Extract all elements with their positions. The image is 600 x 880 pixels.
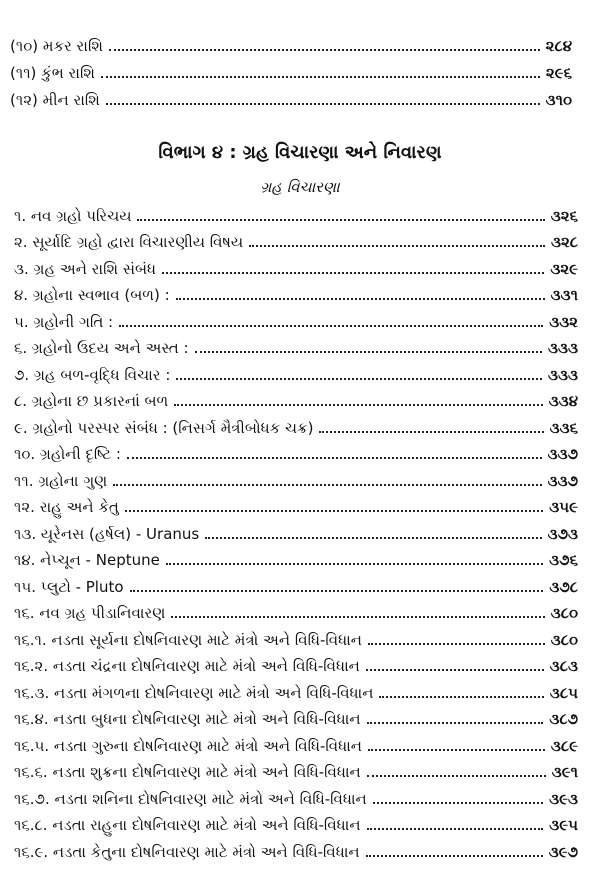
toc-entry-label: (૧૧) કુંભ રાશિ (10, 64, 95, 82)
toc-entry-label: ૧૬.૭. નડતા શનિના દોષનિવારણ માટે મંત્રો અને વિધિ-વિધાન (14, 789, 367, 808)
toc-entry-page: ૩૯૫ (549, 816, 578, 834)
dot-leader (166, 562, 543, 565)
toc-entry (0, 516, 600, 543)
toc-entry-page: ૩૮૭ (549, 710, 578, 728)
toc-entry (0, 437, 600, 464)
dot-leader (195, 350, 542, 353)
toc-entry (0, 490, 600, 517)
toc-entry-page: ૩૩૭ (547, 445, 578, 463)
dot-leader (368, 642, 545, 645)
toc-entry-label: ૧૬.૧. નડતા સૂર્યના દોષનિવારણ માટે મંત્રો અને વિધિ-વિધાન (14, 630, 362, 649)
toc-entry-page: ૩૧૦ (545, 91, 572, 109)
toc-entry-label: ૧૬.૮. નડતા રાહુના દોષનિવારણ માટે મંત્રો અને વિધિ-વિધાન (14, 816, 361, 834)
toc-entry (0, 728, 600, 755)
toc-entry (0, 251, 600, 278)
dot-leader (319, 430, 543, 433)
toc-entry-page: ૩૨૮ (550, 233, 578, 251)
toc-entry-label: ૧૨. રાહુ અને કેતુ (14, 498, 119, 516)
toc-entry-label: ૧. નવ ગ્રહો પરિચય (14, 206, 132, 225)
toc-entry (0, 808, 600, 835)
toc-entry-label: (૧૦) મકર રાશિ (10, 37, 103, 55)
toc-entry-label: ૧૬.૪. નડતા બુધના દોષનિવારણ માટે મંત્રો અને વિધિ-વિધાન (14, 710, 361, 728)
toc-entry-label: ૧૬. નવ ગ્રહ પીડાનિવારણ (14, 604, 166, 622)
toc-entry-list (0, 198, 600, 861)
toc-entry (0, 596, 600, 623)
toc-entry-label: ૪. ગ્રહોના સ્વભાવ (બળ) : (14, 286, 170, 304)
dot-leader (174, 403, 542, 406)
toc-entry-label: ૧૪. નેપ્ચૂન - Neptune (14, 551, 160, 569)
toc-entry (0, 82, 600, 109)
dot-leader (366, 854, 543, 857)
toc-entry-page: ૩૩૨ (549, 312, 578, 331)
toc-entry-page: ૩૯૭ (548, 842, 578, 861)
top-entry-list (0, 28, 600, 109)
dot-leader (205, 536, 541, 539)
toc-entry-label: ૮. ગ્રહોના છ પ્રકારનાં બળ (14, 392, 169, 410)
toc-entry-page: ૨૯૬ (545, 64, 572, 82)
toc-entry-page: ૩૯૧ (551, 763, 578, 781)
toc-entry-label: ૭. ગ્રહ બળ-વૃદ્ધિ વિચાર : (14, 365, 171, 384)
toc-entry (0, 384, 600, 411)
toc-entry (0, 463, 600, 490)
dot-leader (249, 244, 545, 247)
dot-leader (127, 456, 542, 459)
toc-entry (0, 331, 600, 358)
toc-entry (0, 702, 600, 729)
toc-entry (0, 198, 600, 225)
dot-leader (367, 827, 544, 830)
toc-entry-page: ૩૩૭ (547, 471, 578, 490)
dot-leader (125, 509, 543, 512)
toc-entry-label: ૯. ગ્રહોનો પરસ્પર સંબંધ : (નિસર્ગ મૈત્રીબોધક ચક્ર) (14, 418, 314, 437)
toc-entry-page: ૨૮૪ (545, 37, 572, 55)
toc-entry (0, 28, 600, 55)
toc-entry-label: (૧૨) મીન રાશિ (10, 91, 100, 109)
dot-leader (106, 102, 540, 105)
toc-entry (0, 278, 600, 305)
dot-leader (176, 297, 545, 300)
toc-entry-page: ૩૫૯ (549, 498, 578, 516)
toc-entry-page: ૩૭૬ (549, 551, 578, 569)
toc-entry-page: ૩૮૯ (550, 736, 578, 755)
toc-entry (0, 781, 600, 808)
toc-entry-page: ૩૩૬ (549, 418, 578, 437)
toc-entry-label: ૧૩. યૂરેનસ (હર્ષલ) - Uranus (14, 524, 200, 543)
toc-entry (0, 649, 600, 676)
toc-entry-label: ૬. ગ્રહોનો ઉદય અને અસ્ત : (14, 339, 189, 357)
toc-entry-page: ૩૩૩ (548, 365, 578, 384)
toc-entry (0, 622, 600, 649)
toc-entry-label: ૨. સૂર્યાદિ ગ્રહો દ્વારા વિચારણીય વિષય (14, 233, 244, 251)
dot-leader (367, 774, 546, 777)
toc-entry (0, 755, 600, 782)
toc-entry-page: ૩૩૩ (548, 339, 578, 357)
toc-entry-page: ૩૯૩ (549, 789, 578, 808)
toc-entry (0, 543, 600, 570)
toc-entry-page: ૩૭૮ (549, 577, 578, 596)
toc-entry (0, 55, 600, 82)
toc-entry (0, 569, 600, 596)
dot-leader (162, 271, 544, 274)
toc-entry-page: ૩૭૩ (547, 524, 578, 543)
dot-leader (176, 377, 542, 380)
toc-entry (0, 834, 600, 861)
dot-leader (109, 48, 540, 51)
dot-leader (130, 589, 544, 592)
toc-entry (0, 225, 600, 252)
dot-leader (373, 801, 543, 804)
toc-entry-page: ૩૮૦ (550, 604, 578, 622)
toc-entry-label: ૧૬.૨. નડતા ચંદ્રના દોષનિવારણ માટે મંત્રો અને વિધિ-વિધાન (14, 657, 360, 675)
toc-entry-label: ૧૫. પ્લુટો - Pluto (14, 577, 124, 596)
toc-entry-page: ૩૩૧ (550, 286, 578, 304)
toc-entry (0, 410, 600, 437)
toc-entry-label: ૧૬.૯. નડતા કેતુના દોષનિવારણ માટે મંત્રો અને વિધિ-વિધાન (14, 842, 360, 861)
dot-leader (368, 748, 545, 751)
toc-entry-page: ૩૮૩ (549, 657, 578, 675)
dot-leader (366, 668, 544, 671)
dot-leader (379, 695, 543, 698)
toc-entry-page: ૩૮૦ (550, 630, 578, 649)
section-title: વિભાગ ૪ : ગ્રહ વિચારણા અને નિવારણ (158, 142, 442, 163)
toc-entry (0, 357, 600, 384)
toc-entry-label: ૩. ગ્રહ અને રાશિ સંબંધ (14, 259, 157, 278)
section-subtitle: ગ્રહ વિચારણા (260, 178, 340, 196)
toc-entry-label: ૧૦. ગ્રહોની દૃષ્ટિ : (14, 445, 121, 463)
toc-entry-label: ૧૬.૫. નડતા ગુરુના દોષનિવારણ માટે મંત્રો અને વિધિ-વિધાન (14, 736, 362, 755)
dot-leader (137, 218, 544, 221)
toc-entry-label: ૧૬.૩. નડતા મંગળના દોષનિવારણ માટે મંત્રો અને વિધિ-વિધાન (14, 683, 374, 702)
toc-entry-page: ૩૩૪ (548, 392, 578, 410)
toc-entry-page: ૩૨૯ (550, 259, 578, 278)
toc-entry-page: ૩૮૫ (549, 683, 578, 702)
toc-entry-label: ૧૧. ગ્રહોના ગુણ (14, 471, 108, 490)
dot-leader (367, 721, 544, 724)
toc-entry-page: ૩૨૬ (550, 206, 578, 225)
toc-entry (0, 304, 600, 331)
toc-entry (0, 675, 600, 702)
dot-leader (119, 324, 543, 327)
dot-leader (101, 75, 540, 78)
toc-entry-label: ૧૬.૬. નડતા શુક્રના દોષનિવારણ માટે મંત્રો અને વિધિ-વિધાન (14, 763, 361, 781)
dot-leader (113, 483, 541, 486)
toc-entry-label: ૫. ગ્રહોની ગતિ : (14, 312, 114, 331)
dot-leader (171, 615, 544, 618)
